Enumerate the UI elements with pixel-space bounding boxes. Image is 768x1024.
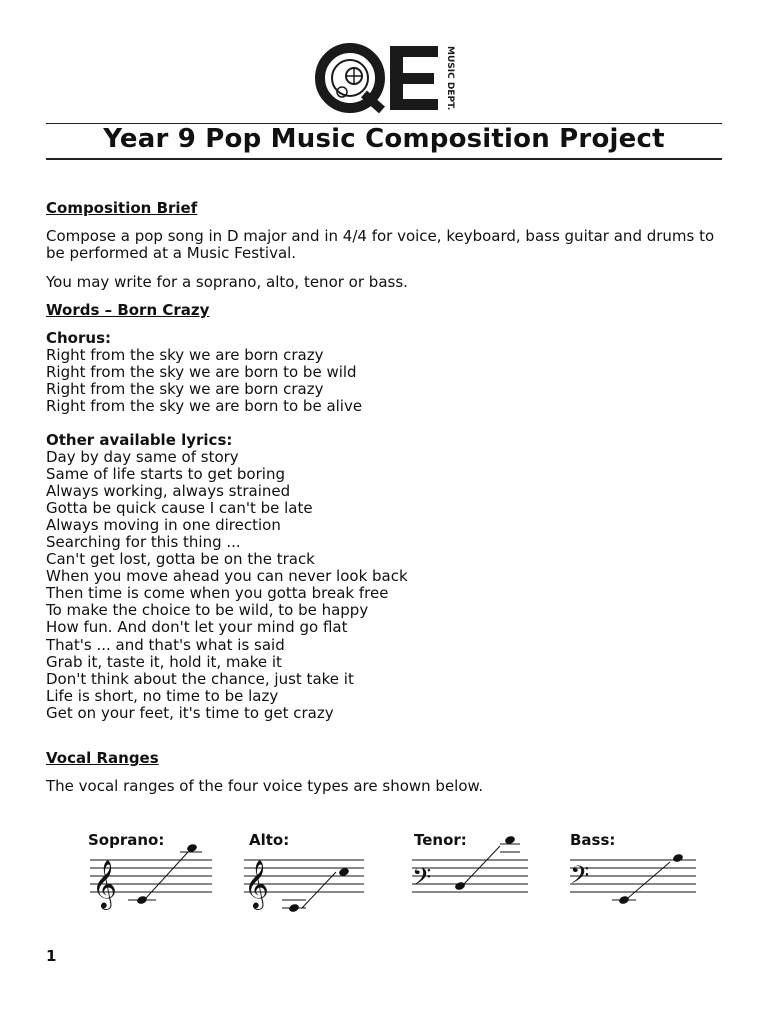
brief-paragraph-2: You may write for a soprano, alto, tenor or bass. bbox=[46, 273, 408, 291]
tenor-range-staff bbox=[408, 830, 532, 906]
composition-brief-heading: Composition Brief bbox=[46, 199, 198, 217]
bass-clef-icon: 𝄢 bbox=[570, 861, 590, 896]
bass-range-staff bbox=[566, 842, 700, 914]
other-lyrics-heading: Other available lyrics: bbox=[46, 431, 233, 449]
treble-clef-icon: 𝄞 bbox=[92, 859, 117, 908]
lyric-line: Always working, always strained bbox=[46, 482, 291, 501]
other-lyrics bbox=[46, 449, 408, 722]
qe-music-dept-logo bbox=[314, 42, 456, 114]
low-note-icon bbox=[288, 903, 300, 913]
lyric-line: Searching for this thing ... bbox=[46, 533, 241, 552]
lyric-line: Right from the sky we are born crazy bbox=[46, 346, 324, 364]
page-title: Year 9 Pop Music Composition Project bbox=[103, 124, 665, 154]
lyric-line: Same of life starts to get boring bbox=[46, 465, 285, 484]
tenor-label: Tenor: bbox=[414, 831, 467, 849]
treble-clef-icon: 𝄞 bbox=[244, 859, 269, 908]
lyric-line: How fun. And don't let your mind go flat bbox=[46, 618, 348, 637]
low-note-icon bbox=[618, 895, 630, 905]
lyric-line: Get on your feet, it's time to get crazy bbox=[46, 703, 334, 722]
title-bottom-rule bbox=[46, 158, 722, 160]
chorus-heading: Chorus: bbox=[46, 329, 111, 347]
chorus-lyrics bbox=[46, 347, 362, 415]
lyric-line: Then time is come when you gotta break free bbox=[46, 584, 389, 603]
logo-side-text: MUSIC DEPT. bbox=[445, 46, 455, 111]
lyric-line: Grab it, taste it, hold it, make it bbox=[46, 652, 282, 671]
soprano-range-staff bbox=[86, 842, 216, 916]
lyric-line: Don't think about the chance, just take it bbox=[46, 669, 354, 688]
lyric-line: That's ... and that's what is said bbox=[46, 635, 285, 654]
lyric-line: Always moving in one direction bbox=[46, 516, 281, 535]
brief-paragraph-1: Compose a pop song in D major and in 4/4 for voice, keyboard, bass guitar and drums to be performed at a Music Festival. bbox=[46, 227, 715, 262]
lyric-line: To make the choice to be wild, to be happy bbox=[46, 601, 369, 620]
low-note-icon bbox=[454, 881, 466, 891]
lyric-line: Life is short, no time to be lazy bbox=[46, 686, 279, 705]
lyric-line: Can't get lost, gotta be on the track bbox=[46, 550, 315, 569]
words-heading: Words – Born Crazy bbox=[46, 301, 210, 319]
high-note-icon bbox=[672, 853, 684, 863]
lyric-line: When you move ahead you can never look back bbox=[46, 567, 408, 586]
page-number: 1 bbox=[46, 947, 57, 965]
vocal-ranges-heading: Vocal Ranges bbox=[46, 749, 159, 767]
alto-range-staff bbox=[240, 842, 370, 916]
soprano-label: Soprano: bbox=[88, 831, 165, 849]
alto-label: Alto: bbox=[249, 831, 290, 849]
low-note-icon bbox=[136, 895, 148, 905]
lyric-line: Right from the sky we are born crazy bbox=[46, 380, 324, 399]
vocal-ranges-intro: The vocal ranges of the four voice types are shown below. bbox=[46, 777, 484, 795]
lyric-line: Right from the sky we are born to be alive bbox=[46, 397, 363, 416]
bass-label: Bass: bbox=[570, 831, 616, 849]
lyric-line: Day by day same of story bbox=[46, 448, 239, 466]
bass-clef-icon: 𝄢 bbox=[412, 863, 432, 898]
lyric-line: Gotta be quick cause I can't be late bbox=[46, 499, 313, 518]
lyric-line: Right from the sky we are born to be wild bbox=[46, 363, 357, 382]
